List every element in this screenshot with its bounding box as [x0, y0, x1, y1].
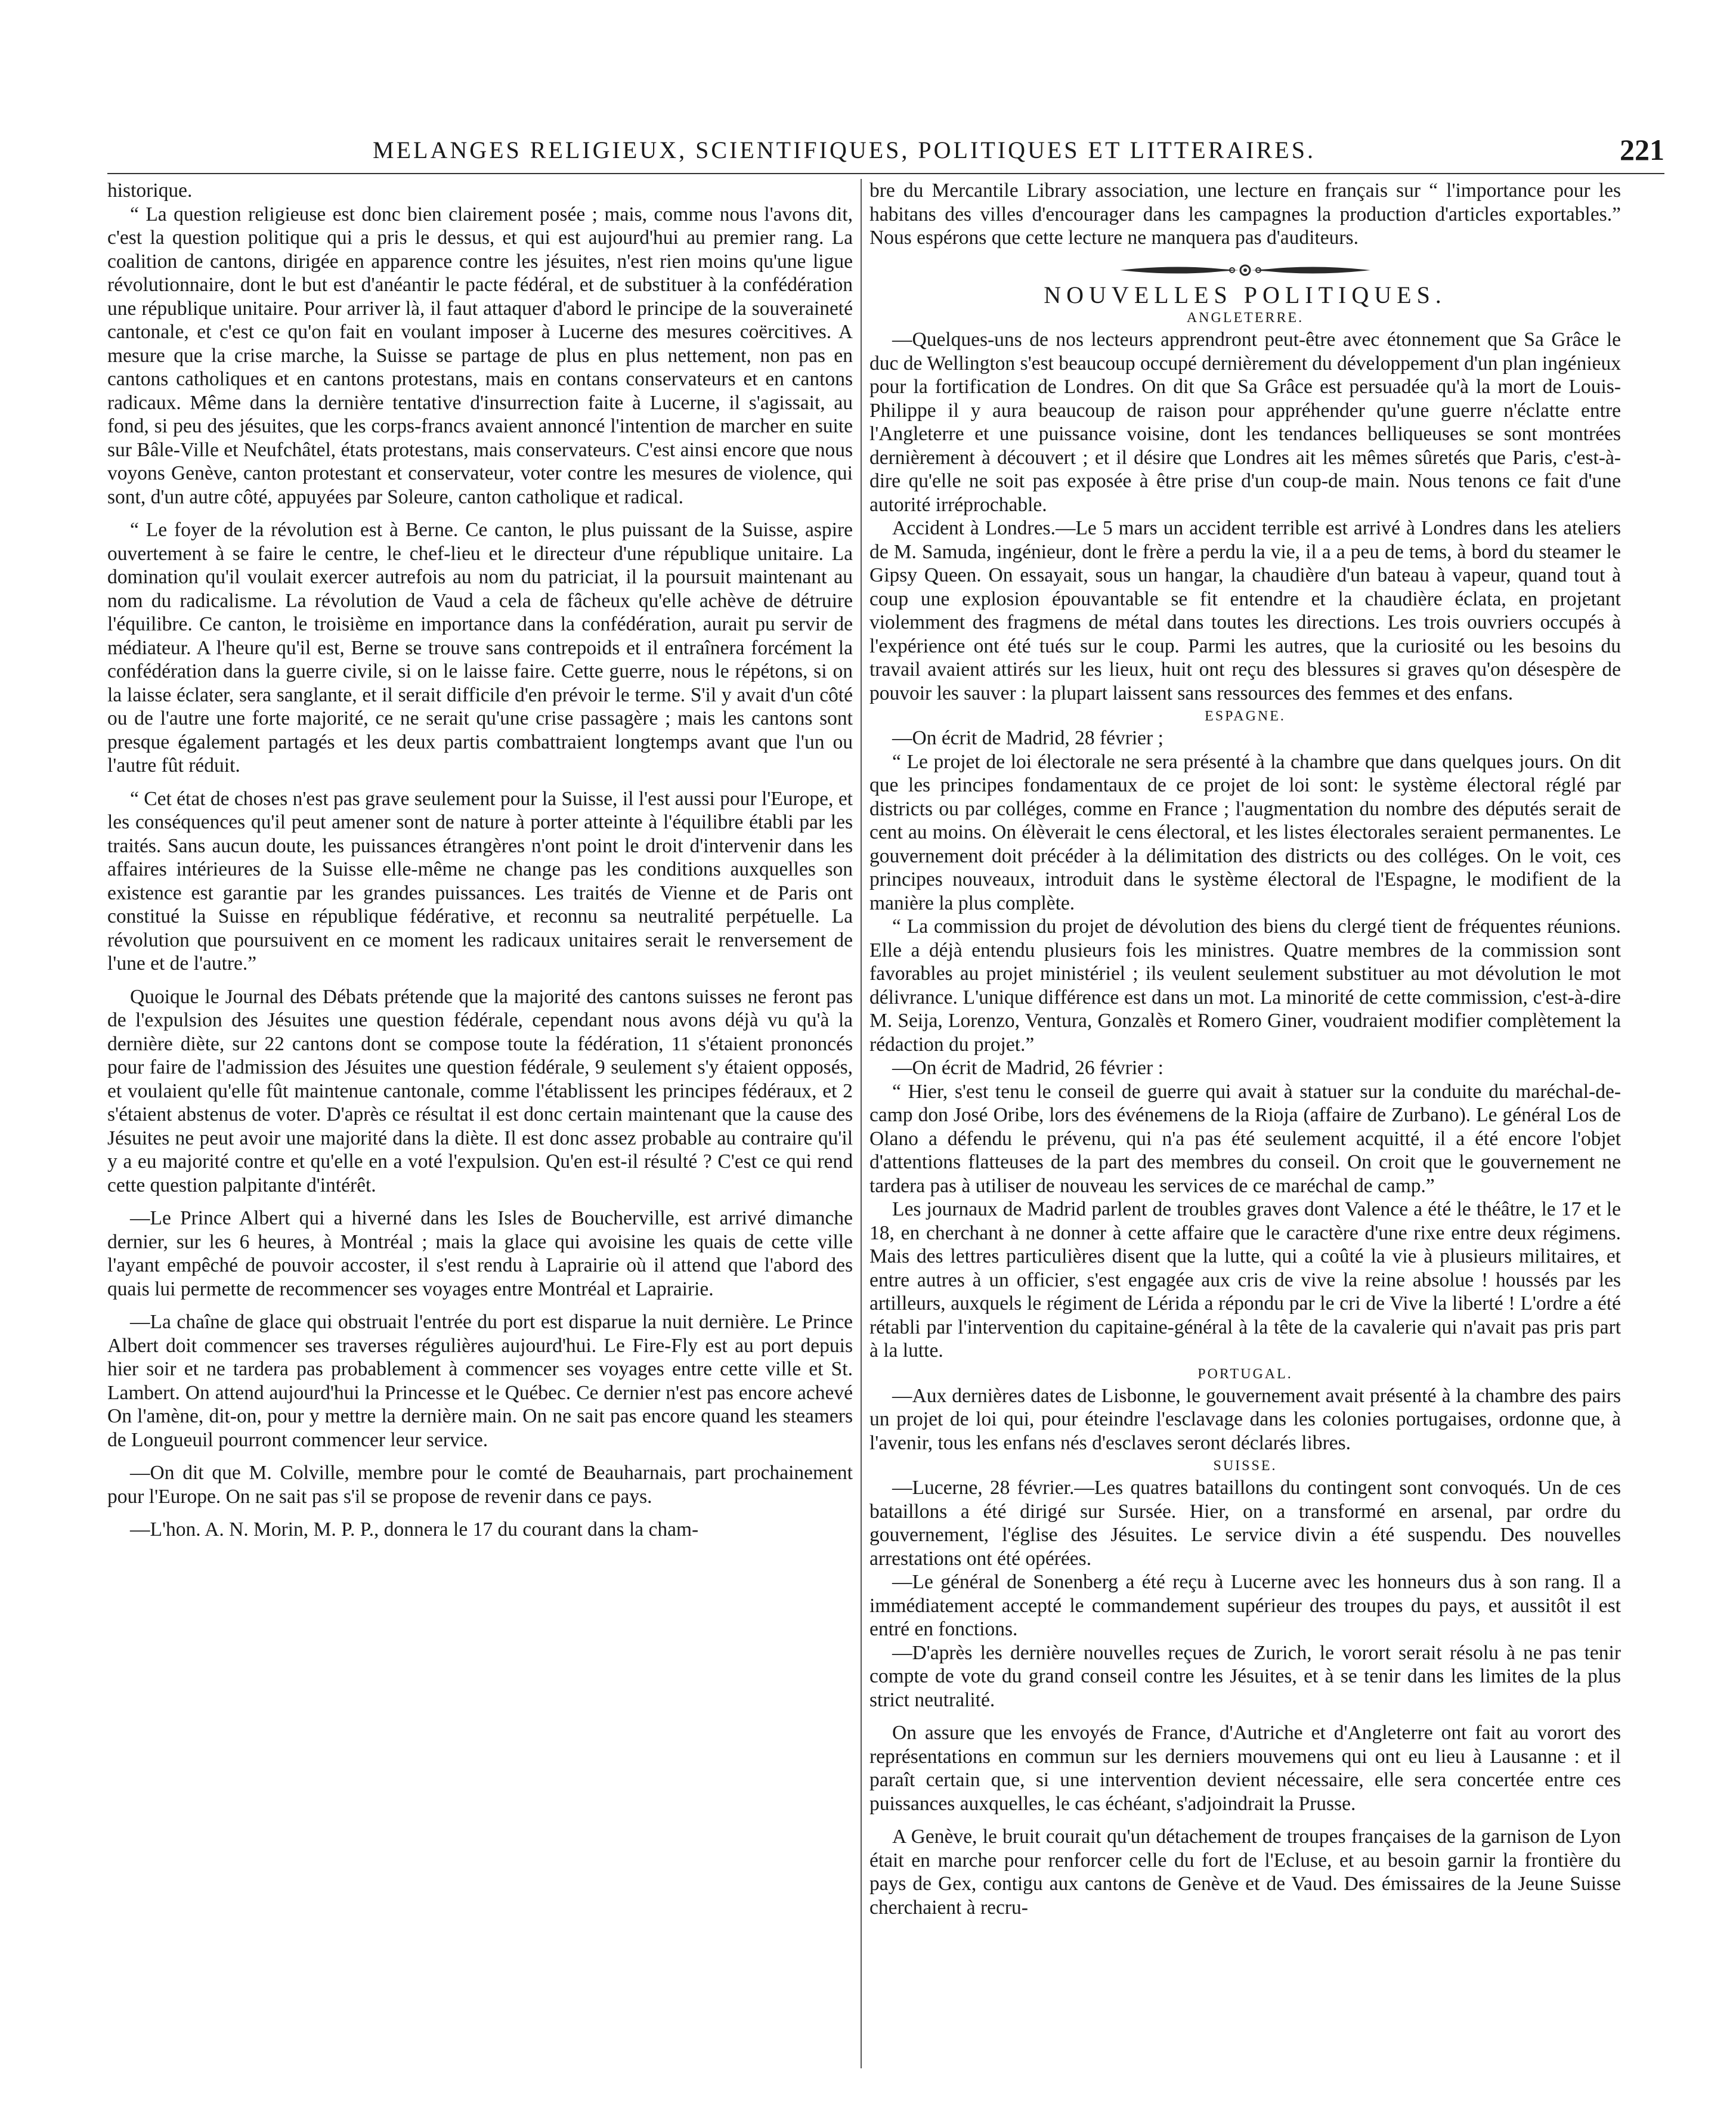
paragraph: —L'hon. A. N. Morin, M. P. P., donnera le 17 du courant dans la cham- — [130, 1518, 699, 1541]
ornament-divider — [869, 261, 1621, 279]
paragraph: —Aux dernières dates de Lisbonne, le gouvernement avait présenté à la chambre des pairs un projet de loi qui, pour éteindre l'esclavage dans les colonies portugaises, ordonne que, à l'avenir, tous les enfans nés d'esclaves seront déclarés libres. — [869, 1384, 1621, 1454]
paragraph: Accident à Londres.—Le 5 mars un accident terrible est arrivé à Londres dans les ateliers de M. Samuda, ingénieur, dont le frère a perdu la vie, il a a peu de tems, à bord du steamer le Gipsy Queen. On essayait, sous un hangar, la chaudière d'un bateau à vapeur, quand tout à coup une explosion épouvantable se fit entendre et la chaudière éclata, en projetant violemment des fragmens de métal dans toutes les directions. Les trois ouvriers occupés à l'expérience ont été tués sur le coup. Parmi les autres, que la curiosité ou les besoins du travail avaient attirés sur les lieux, huit ont reçu des blessures si graves qu'on désespère de pouvoir les sauver : la plupart laissent sans ressources des femmes et des enfans. — [869, 517, 1621, 704]
paragraph: “ Cet état de choses n'est pas grave seulement pour la Suisse, il l'est aussi pour l'Europe, et les conséquences qu'il peut amener sont de nature à porter atteinte à l'équilibre établi par les traités. Sans aucun doute, les puissances étrangères n'ont point le droit d'intervenir dans les affaires intérieures de la Suisse elle-même ne change pas les conditions auxquelles son existence est garantie par les grandes puissances. Les traités de Vienne et de Paris ont constitué la Suisse en république fédérative, et reconnu sa neutralité perpétuelle. La révolution que poursuivent en ce moment les radicaux unitaires serait le renversement de l'une et de l'autre.” — [107, 787, 853, 975]
paragraph: —On écrit de Madrid, 28 février ; — [892, 727, 1163, 749]
paragraph: —La chaîne de glace qui obstruait l'entrée du port est disparue la nuit dernière. Le Prince Albert doit commencer ses traverses régulières aujourd'hui. Le Fire-Fly est au port depuis hier soir et ne tardera pas probablement à commencer ses voyages entre cette ville et St. Lambert. On attend aujourd'hui la Princesse et le Québec. Ce dernier n'est pas encore achevé On l'amène, dit-on, pour y mettre la dernière main. On ne sait pas encore quand les steamers de Longueuil pourront commencer leur service. — [107, 1311, 853, 1451]
paragraph: —On écrit de Madrid, 26 février : — [892, 1057, 1163, 1079]
paragraph: Les journaux de Madrid parlent de troubles graves dont Valence a été le théâtre, le 17 et le 18, en cherchant à ne donner à cette affaire que le caractère d'une rixe entre deux régimens. Mais des lettres particulières disent que la lutte, qui a coûté la vie à plusieurs militaires, et entre autres à un officier, s'est engagée aux cris de vive la reine absolue ! houssés par les artilleurs, auxquels le régiment de Lérida a répondu par le cri de Vive la liberté ! L'ordre a été rétabli par l'intervention du capitaine-général à la tête de la cavalerie qui n'avait pas pris part à la lutte. — [869, 1198, 1621, 1362]
paragraph: —Le Prince Albert qui a hiverné dans les Isles de Boucherville, est arrivé dimanche dernier, sur les 6 heures, à Montréal ; mais la glace qui avoisine les quais de cette ville l'ayant empêché de pouvoir accoster, il s'est rendu à Laprairie où il attend que l'abord des quais lui permette de recommencer ses voyages entre Montréal et Laprairie. — [107, 1207, 853, 1300]
paragraph: “ Hier, s'est tenu le conseil de guerre qui avait à statuer sur la conduite du maréchal-de-camp don José Oribe, lors des événemens de la Rioja (affaire de Zurbano). Le général Los de Olano a défendu le prévenu, qui n'a pas été seulement acquitté, il a été encore l'objet d'attentions flatteuses de la part des membres du conseil. On croit que le gouvernement ne tardera pas à utiliser de nouveau les services de ce maréchal de camp.” — [869, 1080, 1621, 1197]
paragraph: —D'après les dernière nouvelles reçues de Zurich, le vorort serait résolu à ne pas tenir compte de vote du grand conseil contre les Jésuites, et à se tenir dans les limites de la plus strict neutralité. — [869, 1641, 1621, 1711]
paragraph: bre du Mercantile Library association, une lecture en français sur “ l'importance pour les habitans des villes d'encourager dans les campagnes la production d'articles exportables.” Nous espérons que cette lecture ne manquera pas d'auditeurs. — [869, 180, 1621, 249]
country-heading: SUISSE. — [1213, 1458, 1277, 1474]
running-title: MELANGES RELIGIEUX, SCIENTIFIQUES, POLITIQUES ET LITTERAIRES. — [373, 137, 1316, 163]
paragraph: A Genève, le bruit courait qu'un détachement de troupes françaises de la garnison de Lyon était en marche pour renforcer celle du fort de l'Ecluse, et au besoin garnir la frontière du pays de Gex, contigu aux cantons de Genève et de Vaud. Des émissaires de la Jeune Suisse cherchaient à recru- — [869, 1826, 1621, 1919]
right-column — [869, 179, 1621, 2068]
paragraph: “ Le foyer de la révolution est à Berne. Ce canton, le plus puissant de la Suisse, aspire ouvertement à se faire le centre, le chef-lieu et le directeur d'une république unitaire. La domination qu'il voulait exercer autrefois au nom du patriciat, il la poursuit maintenant au nom du radicalisme. La révolution de Vaud a cela de fâcheux qu'elle achève de détruire l'équilibre. Ce canton, le troisième en importance dans la confédération, aurait pu servir de médiateur. A l'heure qu'il est, Berne se trouve sans contrepoids et il entraînera forcément la confédération dans la guerre civile, si on le laisse faire. Cette guerre, nous le répétons, si on la laisse éclater, sera sanglante, et il serait difficile d'en prévoir le terme. S'il y avait d'un côté ou de l'autre une forte majorité, ce ne serait qu'une crise passagère ; mais les cantons sont presque également partagés et les deux partis combattraient longtemps avant que l'un ou l'autre fût réduit. — [107, 519, 853, 777]
paragraph: Quoique le Journal des Débats prétende que la majorité des cantons suisses ne feront pas de l'expulsion des Jésuites une question fédérale, cependant nous avons déjà vu qu'à la dernière diète, sur 22 cantons dont se compose toute la fédération, 11 s'étaient prononcés pour faire de l'admission des Jésuites une question fédérale, 9 seulement s'y étaient opposés, et voulaient qu'elle fût maintenue cantonale, comme l'établissent les principes fédéraux, et 2 s'étaient abstenus de voter. D'après ce résultat il est donc certain maintenant que la cause des Jésuites ne peut avoir une majorité dans la diète. Il est donc assez probable au contraire qu'il y a eu majorité contre et qu'elle en a voté l'expulsion. Qu'en est-il résulté ? C'est ce qui rend cette question palpitante d'intérêt. — [107, 985, 853, 1196]
column-divider — [861, 179, 862, 2068]
page-number: 221 — [1620, 133, 1664, 166]
paragraph: On assure que les envoyés de France, d'Autriche et d'Angleterre ont fait au vorort des représentations en commun sur les derniers mouvemens qui ont eu lieu à Lausanne : et il paraît certain que, si une intervention devient nécessaire, elle sera concertée entre ces puissances auxquelles, le cas échéant, s'adjoindrait la Prusse. — [869, 1722, 1621, 1815]
paragraph: “ La question religieuse est donc bien clairement posée ; mais, comme nous l'avons dit, c'est la question politique qui a pris le dessus, et qui est aujourd'hui au premier rang. La coalition de cantons, dirigée en apparence contre les jésuites, n'est rien moins qu'une ligue révolutionnaire, dont le but est d'anéantir le pacte fédéral, et de substituer à la confédération une république unitaire. Pour arriver là, il faut attaquer d'abord le principe de la souveraineté cantonale, et c'est ce qu'on fait en voulant imposer à Lucerne des mesures coërcitives. A mesure que la crise marche, la Suisse se partage de plus en plus nettement, non pas en cantons catholiques et en cantons protestans, mais en contans conservateurs et en cantons radicaux. Même dans la dernière tentative d'insurrection faite à Lucerne, il s'agissait, au fond, si peu des jésuites, que les corps-francs avaient annoncé l'intention de marcher en suite sur Bâle-Ville et Neufchâtel, états protestans, mais conservateurs. C'est ainsi encore que nous voyons Genève, canton protestant et conservateur, voter contre les mesures de violence, qui sont, d'un autre côté, appuyées par Soleure, canton catholique et radical. — [107, 203, 853, 508]
paragraph: —Lucerne, 28 février.—Les quatres bataillons du contingent sont convoqués. Un de ces bataillons a été dirigé sur Sursée. Hier, on a transformé en arsenal, par ordre du gouvernement, l'église des Jésuites. Le service divin a été suspendu. Des nouvelles arrestations ont été opérées. — [869, 1477, 1621, 1570]
paragraph: historique. — [107, 180, 193, 202]
paragraph: —Le général de Sonenberg a été reçu à Lucerne avec les honneurs dus à son rang. Il a immédiatement accepté le commandement supérieur des troupes du pays, et aussitôt il est entré en fonctions. — [869, 1571, 1621, 1640]
paragraph: “ La commission du projet de dévolution des biens du clergé tient de fréquentes réunions. Elle a déjà entendu plusieurs fois les ministres. Quatre membres de la commission sont favorables au projet ministériel ; ils veulent seulement substituer au mot dévolution le mot délivrance. L'unique différence est dans un mot. La minorité de cette commission, c'est-à-dire M. Seija, Lorenzo, Ventura, Gonzalès et Romero Giner, voudraient modifier complètement la rédaction du projet.” — [869, 915, 1621, 1056]
country-heading: ESPAGNE. — [1205, 709, 1286, 724]
section-title: NOUVELLES POLITIQUES. — [1044, 281, 1447, 308]
country-heading: PORTUGAL. — [1197, 1366, 1293, 1382]
paragraph: —On dit que M. Colville, membre pour le comté de Beauharnais, part prochainement pour l'Europe. On ne sait pas s'il se propose de revenir dans ce pays. — [107, 1462, 853, 1508]
header-rule — [107, 173, 1664, 174]
left-column — [107, 179, 853, 2068]
country-heading: ANGLETERRE. — [1186, 310, 1304, 326]
paragraph: “ Le projet de loi électorale ne sera présenté à la chambre que dans quelques jours. On dit que les principes fondamentaux de ce projet de loi sont: le système électoral réglé par districts ou par colléges, comme en France ; l'augmentation du nombre des députés serait de cent au moins. On élèverait le cens électoral, et les listes électorales seraient permanentes. Le gouvernement doit précéder à la délimitation des districts ou des colléges. On le voit, ces principes nouveaux, introduit dans le système électoral de l'Espagne, le modifient de la manière la plus complète. — [869, 750, 1621, 914]
running-head — [107, 133, 1664, 172]
paragraph: —Quelques-uns de nos lecteurs apprendront peut-être avec étonnement que Sa Grâce le duc de Wellington s'est beaucoup occupé dernièrement du développement d'un plan ingénieux pour la fortification de Londres. On dit que Sa Grâce est persuadée qu'à la mort de Louis-Philippe il y aura beaucoup de raison pour appréhender qu'une guerre n'éclatte entre l'Angleterre et une puissance voisine, dont les tendances belliqueuses se sont montrées dernièrement à découvert ; et il désire que Londres ait les mêmes sûretés que Paris, c'est-à-dire qu'elle ne soit pas exposée à être prise d'un coup-de main. Nous tenons ce fait d'une autorité irréprochable. — [869, 329, 1621, 516]
